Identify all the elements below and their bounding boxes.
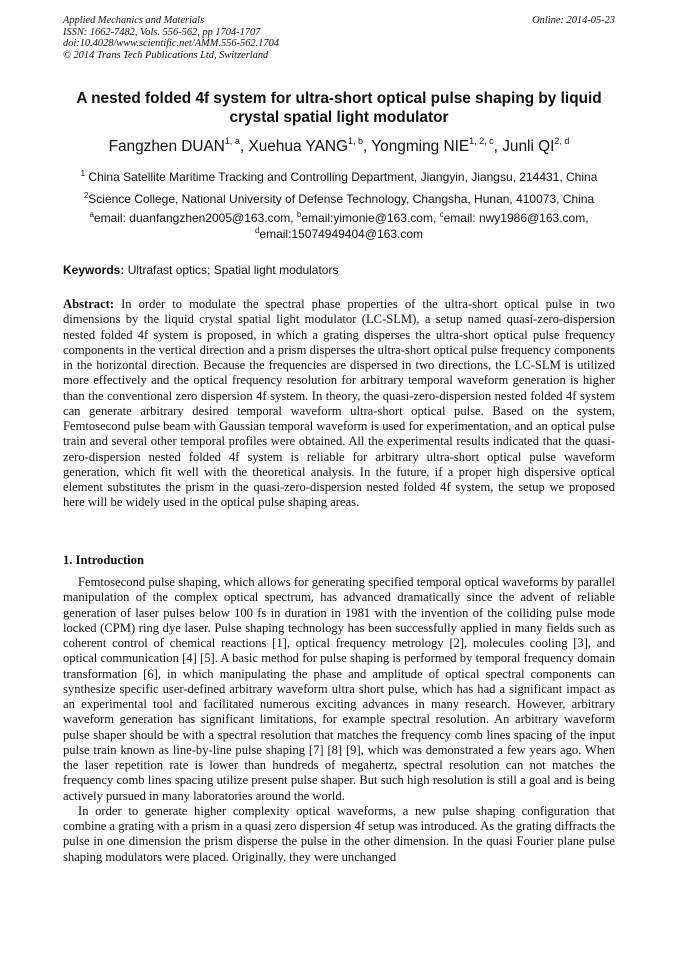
journal-copyright: © 2014 Trans Tech Publications Ltd, Switzerland [63, 49, 269, 61]
section-heading: 1. Introduction [63, 553, 144, 567]
author-name: Junli QI [502, 138, 555, 155]
author-name: Xuehua YANG [248, 138, 349, 155]
affiliation-text: China Satellite Maritime Tracking and Controlling Department, Jiangyin, Jiangsu, 214431, China [88, 170, 598, 184]
author-list [40, 137, 638, 157]
abstract-text: In order to modulate the spectral phase properties of the ultra-short optical pulse in two dimensions by the liquid crystal spatial light modulator (LC-SLM), a setup named quasi-zero-dispersion nested folded 4f system is proposed, in which a grating disperses the ultra-short optical pulse frequency components in the vertical direction and a prism disperses the ultra-short optical pulse frequency components in the horizontal direction. Because the frequencies are dispersed in two directions, the LC-SLM is utilized more effectively and the optical frequency resolution for arbitrary temporal waveform generation is higher than the conventional zero dispersion 4f system. In theory, the quasi-zero-dispersion nested folded 4f system can generate arbitrary desired temporal waveform ultra-short optical pulse. Based on the system, Femtosecond pulse beam with Gaussian temporal waveform is used for experimentation, and an optical pulse train and several other temporal profiles were obtained. All the experimental results indicated that the quasi-zero-dispersion nested folded 4f system is reliable for arbitrary ultra-short optical pulse waveform generation, which fit well with the theoretical analysis. In the future, if a proper high dispersive optical element substitutes the prism in the quasi-zero-dispersion nested folded 4f system, the setup we proposed here will be widely used in the optical pulse shaping areas. [63, 297, 615, 510]
email-text: email:yimonie@163.com, [301, 211, 440, 225]
author-affil-sup: 1, b [348, 136, 364, 146]
online-date: Online: 2014-05-23 [532, 15, 615, 26]
journal-doi: doi:10.4028/www.scientific.net/AMM.556-562.1704 [63, 38, 279, 50]
affiliation-sup: 1 [80, 169, 86, 178]
abstract [63, 297, 615, 511]
email-text: email: nwy1986@163.com, [443, 211, 589, 225]
affiliation-text: Science College, National University of Defense Technology, Changsha, Hunan, 410073, China [88, 192, 595, 206]
author-name: Fangzhen DUAN [108, 138, 225, 155]
author-separator: , [363, 138, 372, 155]
author-affil-sup: 2, d [554, 136, 570, 146]
author-name: Yongming NIE [371, 138, 470, 155]
paper-title: A nested folded 4f system for ultra-short optical pulse shaping by liquid crystal spatial light modulator [76, 90, 602, 126]
abstract-label: Abstract: [63, 297, 115, 311]
email-sup: b [296, 210, 302, 219]
author-separator: , [493, 138, 503, 155]
email-text: email:15074949404@163.com [259, 226, 424, 241]
keywords-text: Ultrafast optics; Spatial light modulators [124, 263, 339, 277]
keywords [63, 263, 615, 278]
journal-issn: ISSN: 1662-7482, Vols. 556-562, pp 1704-1707 [63, 26, 261, 38]
email-sup: d [254, 225, 260, 235]
body-paragraph: Femtosecond pulse shaping, which allows for generating specified temporal optical waveforms by parallel manipulation of the complex optical spectrum, has advanced dramatically since the advent of reliable generation of laser pulses below 100 fs in duration in 1981 with the invention of the colliding pulse mode locked (CPM) ring dye laser. Pulse shaping technology has been successfully applied in many fields such as coherent control of chemical reactions [1], optical frequency metrology [2], molecules cooling [3], and optical communication [4] [5]. A basic method for pulse shaping is performed by temporal frequency domain transformation [6], in which manipulating the phase and amplitude of optical spectral components can synthesize specific user-defined arbitrary waveform ultra short pulse, which has had a significant impact as an experimental tool and facilitated numerous exciting advances in many research. However, arbitrary waveform generation has significant limitations, for example spectral resolution. An arbitrary waveform pulse shaper should be with a spectral resolution that matches the frequency comb lines spacing of the input pulse train known as line-by-line pulse shaping [7] [8] [9], which was demonstrated a few years ago. When the laser repetition rate is lower than hundreds of megahertz, spectral resolution can not matches the frequency comb lines spacing utilize present pulse shaper. But such high resolution is still a goal and is being actively pursued in many laboratories around the world. [63, 575, 615, 803]
email-sup: a [89, 210, 94, 219]
email-sup: c [439, 210, 444, 219]
body-paragraph: In order to generate higher complexity optical waveforms, a new pulse shaping configuration that combine a grating with a prism in a quasi zero dispersion 4f setup was introduced. As the grating diffracts the pulse in one dimension the prism disperse the pulse in the other dimension. In the quasi Fourier plane pulse shaping modulators were placed. Originally, they were unchanged [63, 803, 615, 864]
journal-name: Applied Mechanics and Materials [63, 15, 205, 26]
email-list [40, 211, 638, 242]
affiliation-sup: 2 [83, 191, 89, 200]
email-line [40, 227, 638, 243]
email-line [40, 211, 638, 227]
affiliation-2 [40, 192, 638, 207]
author-affil-sup: 1, a [224, 136, 240, 146]
affiliation-1 [40, 170, 638, 185]
section-body [63, 575, 615, 865]
journal-header [63, 15, 615, 61]
email-text: email: duanfangzhen2005@163.com, [93, 211, 297, 225]
author-separator: , [239, 138, 249, 155]
keywords-label: Keywords: [63, 263, 125, 277]
author-affil-sup: 1, 2, c [469, 136, 494, 146]
